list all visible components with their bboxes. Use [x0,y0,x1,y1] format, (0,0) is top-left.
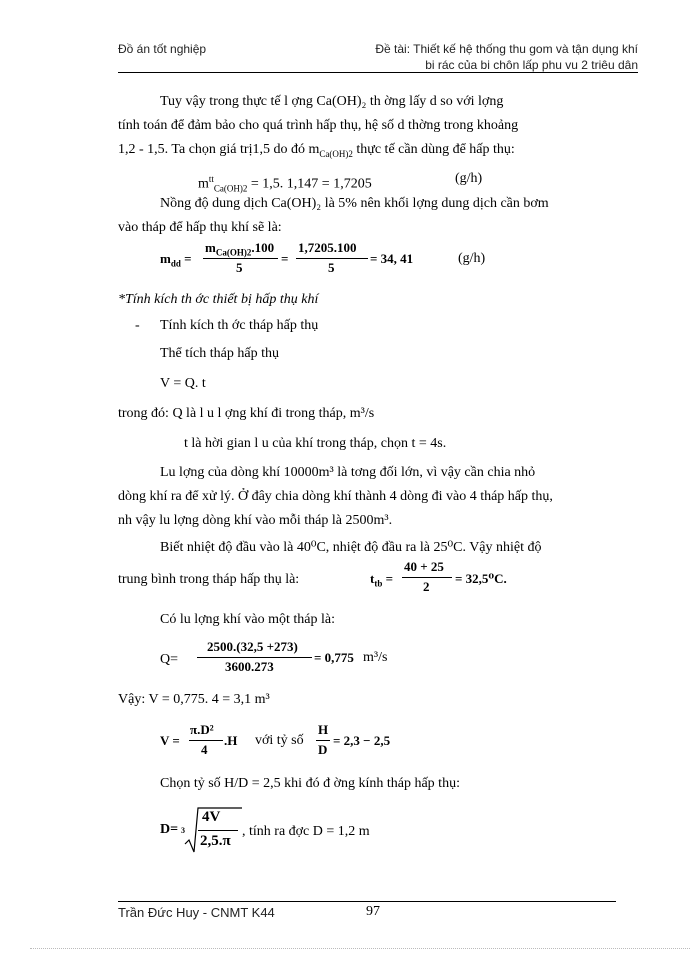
eq6-mid: với tỷ số [255,733,304,748]
volume-label: Thể tích tháp hấp thụ [160,346,279,361]
p2-line1: Nồng độ dung dịch Ca(OH)₂ là 5% nên khối lợng dung dịch cần bơm [160,196,549,211]
section-title: *Tính kích th ớc thiết bị hấp thụ khí [118,292,319,307]
eq2-den2: 5 [328,260,335,275]
page-edge-dotted [30,948,690,949]
bullet-dash: - [135,318,140,333]
eq4-num: 2500.(32,5 +273) [207,639,298,654]
p4-line2: trung bình trong tháp hấp thụ là: [118,572,300,587]
eq7-tail: , tính ra đợc D = 1,2 m [242,824,370,839]
eq2-result: = 34, 41 [370,251,414,266]
eq3-bar [402,577,452,578]
equation-m-tt-unit: (g/h) [455,171,483,186]
p3-line3: nh vậy lu lợng dòng khí vào mỗi tháp là 2500m³. [118,513,393,528]
eq7-root-index: 3 [181,826,185,835]
eq6-frac-num: H [318,722,329,737]
header-rule [118,72,638,73]
eq6-tail: .H [224,733,238,748]
eq6-den: 4 [201,742,208,757]
p1-line1: Tuy vậy trong thực tế l ợng Ca(OH)₂ th ờng lấy d so với lợng [160,94,504,109]
eq4-bar [197,657,312,658]
equation-m-tt: $m^{tt}_{Ca(OH)2} = 1,5$. 1,147 = 1,7205 [198,174,372,194]
page-number: 97 [366,904,380,919]
eq6-result: = 2,3 − 2,5 [333,733,391,748]
where-line1: trong đó: Q là l u l ợng khí đi trong tháp, m³/s [118,406,375,421]
eq4-lhs: Q= [160,652,179,667]
eq2-eq: = [281,251,289,266]
eq7-den: 2,5.π [200,833,231,849]
eq3-result: = 32,5⁰C. [455,571,507,586]
footer-author: Trần Đức Huy - CNMT K44 [118,905,275,920]
p1-line2: tính toán để đảm bảo cho quá trình hấp thụ, hệ số d thờng trong khoảng [118,118,519,133]
eq4-unit: m³/s [363,650,388,665]
p4-line1: Biết nhiệt độ đầu vào là 40⁰C, nhiệt độ đầu ra là 25⁰C. Vậy nhiệt độ [160,540,542,555]
eq2-bar1 [203,258,278,259]
eq4-den: 3600.273 [225,659,274,674]
bullet-text: Tính kích th ớc tháp hấp thụ [160,318,319,333]
p1-line3: 1,2 - 1,5. Ta chọn giá trị1,5 do đó $m_{Ca(OH)2}$ thực tế cần dùng để hấp thụ: [118,142,515,159]
eq7-bar [198,830,238,831]
p3-line1: Lu lợng của dòng khí 10000m³ là tơng đối lớn, vì vậy cần chia nhỏ [160,465,536,480]
eq2-num1: $m_{Ca(OH)2}.100$ [205,240,275,258]
p6: Chọn tỷ số H/D = 2,5 khi đó đ ờng kính tháp hấp thụ: [160,776,460,791]
p2-line2: vào tháp để hấp thụ khí sẽ là: [118,220,282,235]
p3-line2: dòng khí ra để xử lý. Ở đây chia dòng khí thành 4 dòng đi vào 4 tháp hấp thụ, [118,489,553,504]
eq2-unit: (g/h) [458,251,486,266]
header-right-line1: Đề tài: Thiết kế hệ thống thu gom và tận dụng khí [375,42,638,56]
volume-formula: V = Q. t [160,376,206,391]
eq2-den1: 5 [236,260,243,275]
eq6-frac-bar [316,740,330,741]
eq4-result: = 0,775 [314,650,354,665]
eq7-lhs: D= [160,822,179,837]
where-line2: t là hời gian l u của khí trong tháp, chọn t = 4s. [184,436,447,451]
eq6-num: π.D² [190,722,214,737]
eq6-lhs: V = [160,733,180,748]
eq2-lhs: $m_{dd}$ = [160,251,192,269]
eq6-frac-den: D [318,742,328,757]
eq3-lhs: $t_{tb}$ = [370,571,394,589]
eq3-den: 2 [423,579,430,594]
eq2-num2: 1,7205.100 [298,240,357,255]
header-left: Đồ án tốt nghiệp [118,42,207,56]
p5: Có lu lợng khí vào một tháp là: [160,612,335,627]
header-right-line2: bi rác của bi chôn lấp phu vu 2 triêu dân [425,58,638,72]
eq3-num: 40 + 25 [404,559,444,574]
eq2-bar2 [296,258,368,259]
eq5: Vậy: V = 0,775. 4 = 3,1 m³ [118,692,270,707]
eq7-num: 4V [202,809,221,825]
eq6-bar [189,740,223,741]
